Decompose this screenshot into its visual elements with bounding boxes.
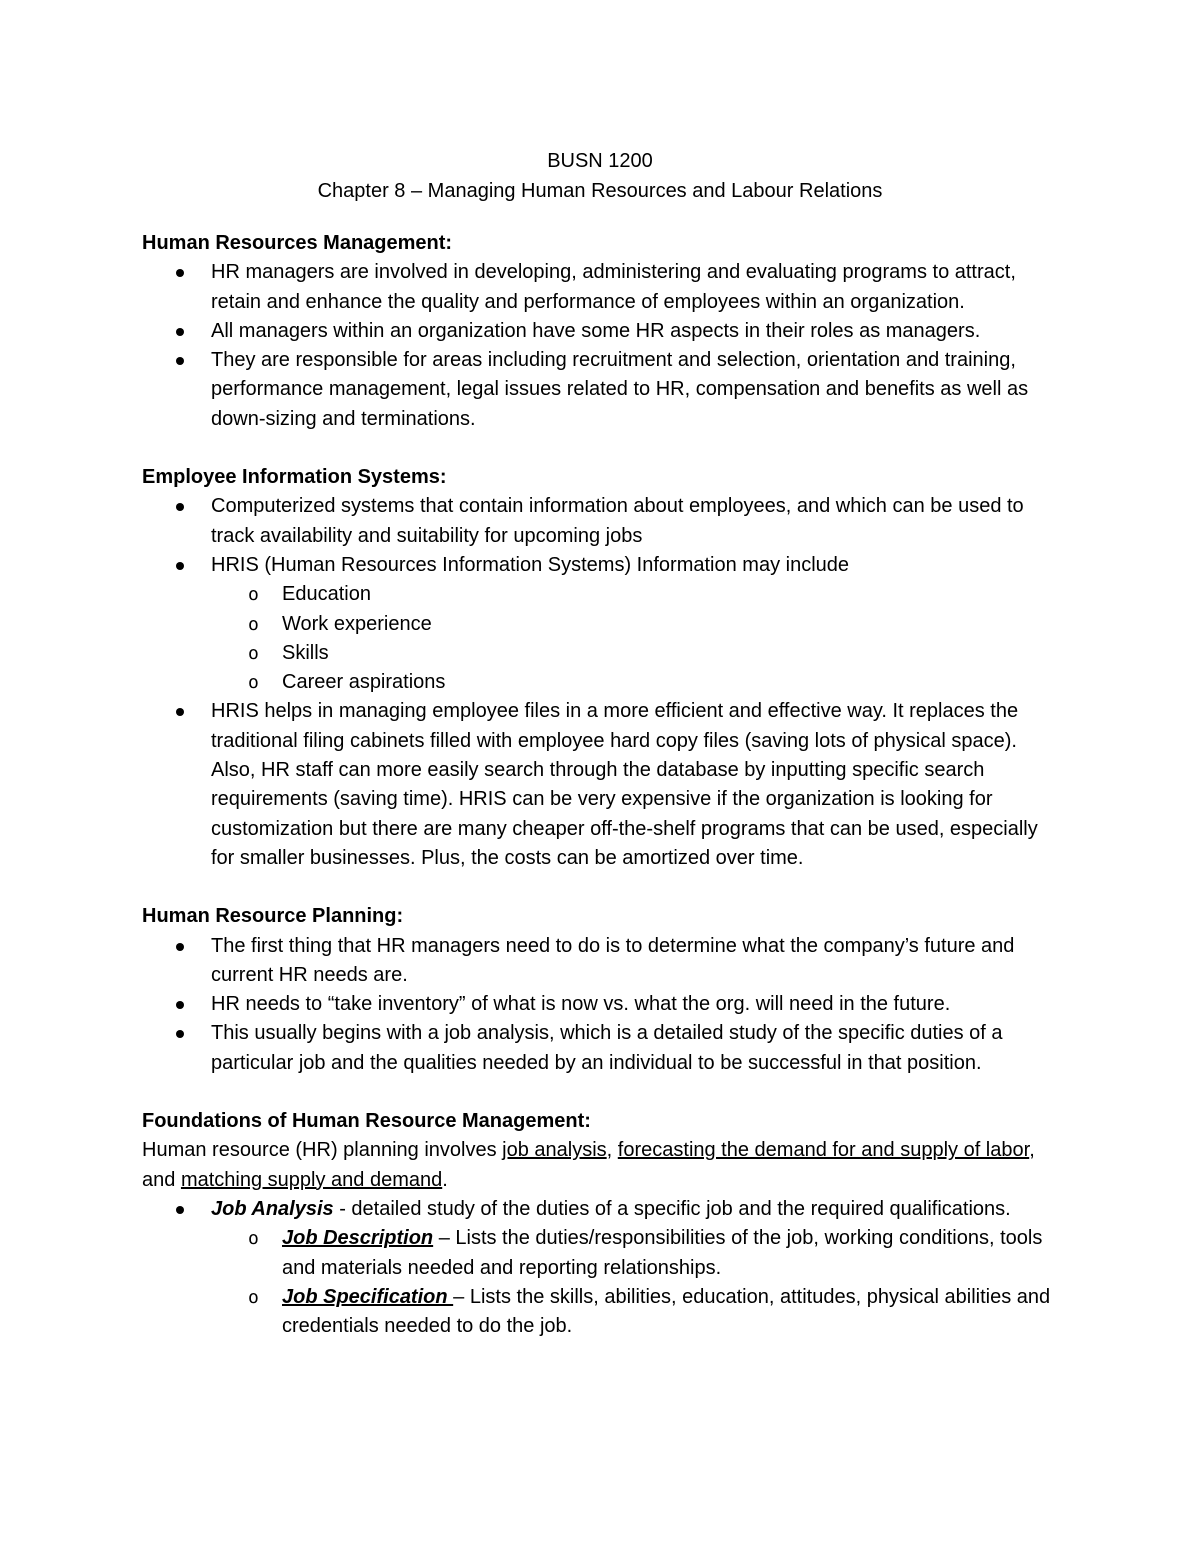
bullet-list <box>142 492 1062 873</box>
sub-list-item: o Career aspirations <box>211 668 1062 697</box>
sub-list-item: o Job Specification – Lists the skills, abilities, education, attitudes, physical abilities and credentials needed to do the job. <box>211 1283 1062 1342</box>
list-item: HRIS helps in managing employee files in a more efficient and effective way. It replaces the traditional filing cabinets filled with employee hard copy files (saving lots of physical space). Also, HR staff can more easily search through the database by inputting specific search requirements (saving time). HRIS can be very expensive if the organization is looking for customization but there are many cheaper off-the-shelf programs that can be used, especially for smaller businesses. Plus, the costs can be amortized over time. <box>142 697 1062 873</box>
bullet-icon <box>176 943 184 951</box>
sub-list-item: o Job Description – Lists the duties/responsibilities of the job, working conditions, tools and materials needed and reporting relationships. <box>211 1224 1062 1283</box>
circle-bullet-icon: o <box>248 642 259 664</box>
term-job-analysis-bold: Job Analysis <box>211 1197 334 1220</box>
term-job-description: Job Description <box>282 1227 434 1250</box>
bullet-icon <box>176 503 184 511</box>
term-job-specification: Job Specification <box>282 1285 454 1308</box>
bullet-list <box>142 258 1062 434</box>
section-heading-hr-planning: Human Resource Planning: <box>142 905 404 928</box>
bullet-icon <box>176 269 184 277</box>
list-item: The first thing that HR managers need to do is to determine what the company’s future and current HR needs are. <box>142 932 1062 991</box>
document-header <box>0 146 1200 206</box>
list-item: Job Analysis - detailed study of the duties of a specific job and the required qualifications. o Job Description – Lists the duties/responsibilities of the job, working conditions, tools and materials needed and reporting relationships. o Job Specification – Lists the skills, abilities, education, attitudes, physical abilities and credentials needed to do the job. <box>142 1195 1062 1341</box>
term-job-analysis: job analysis <box>502 1139 607 1162</box>
document-body <box>142 229 1062 1341</box>
list-item: All managers within an organization have some HR aspects in their roles as managers. <box>142 317 1062 346</box>
bullet-icon <box>176 708 184 716</box>
sub-list-item: o Work experience <box>211 610 1062 639</box>
circle-bullet-icon: o <box>248 1228 259 1250</box>
bullet-icon <box>176 357 184 365</box>
course-code: BUSN 1200 <box>547 150 653 172</box>
list-item: This usually begins with a job analysis, which is a detailed study of the specific duties of a particular job and the qualities needed by an individual to be successful in that position. <box>142 1019 1062 1078</box>
bullet-icon <box>176 328 184 336</box>
circle-bullet-icon: o <box>248 1286 259 1308</box>
circle-bullet-icon: o <box>248 672 259 694</box>
bullet-icon <box>176 562 184 570</box>
bullet-icon <box>176 1206 184 1214</box>
intro-paragraph: Human resource (HR) planning involves job analysis, forecasting the demand for and supply of labor, and matching supply and demand. <box>142 1139 1035 1191</box>
bullet-list <box>142 1195 1062 1341</box>
bullet-icon <box>176 1030 184 1038</box>
sub-list <box>211 1224 1062 1341</box>
sub-list-item: o Education <box>211 580 1062 609</box>
term-forecasting: forecasting the demand for and supply of labor <box>617 1139 1030 1162</box>
circle-bullet-icon: o <box>248 613 259 635</box>
list-item: HRIS (Human Resources Information Systems) Information may include o Education o Work experience o Skills o Career aspirations <box>142 551 1062 697</box>
bullet-icon <box>176 1001 184 1009</box>
term-matching: matching supply and demand <box>180 1168 443 1191</box>
list-item: HR needs to “take inventory” of what is now vs. what the org. will need in the future. <box>142 990 1062 1019</box>
sub-list-item: o Skills <box>211 639 1062 668</box>
bullet-list <box>142 932 1062 1078</box>
list-item: HR managers are involved in developing, administering and evaluating programs to attract, retain and enhance the quality and performance of employees within an organization. <box>142 258 1062 317</box>
section-heading-employee-info-systems: Employee Information Systems: <box>142 466 447 489</box>
section-heading-hr-foundations: Foundations of Human Resource Management: <box>142 1110 591 1133</box>
circle-bullet-icon: o <box>248 584 259 606</box>
list-item: They are responsible for areas including recruitment and selection, orientation and training, performance management, legal issues related to HR, compensation and benefits as well as down-sizing and terminations. <box>142 346 1062 434</box>
section-heading-hr-management: Human Resources Management: <box>142 232 453 254</box>
chapter-title: Chapter 8 – Managing Human Resources and Labour Relations <box>317 180 883 202</box>
sub-list <box>211 580 1062 697</box>
list-item: Computerized systems that contain information about employees, and which can be used to track availability and suitability for upcoming jobs <box>142 492 1062 551</box>
